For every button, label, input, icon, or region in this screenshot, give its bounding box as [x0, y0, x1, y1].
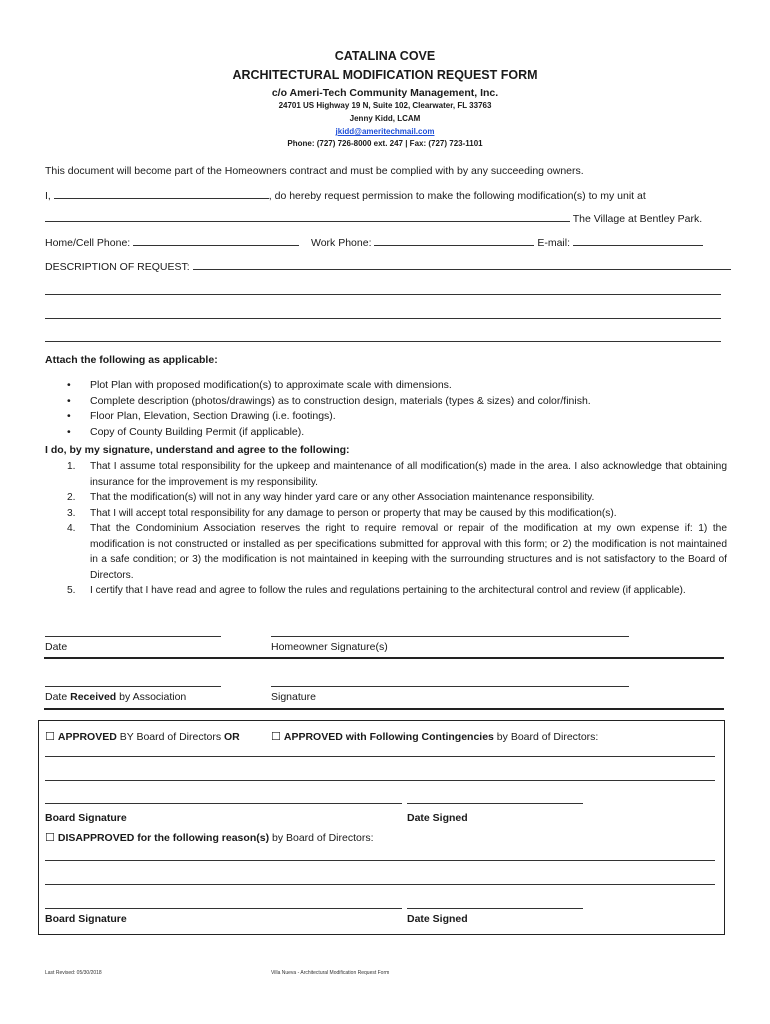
- approved-option[interactable]: ☐ APPROVED BY Board of Directors OR: [45, 731, 240, 743]
- request-line-1: [45, 189, 646, 202]
- bullet-icon: •: [67, 379, 71, 391]
- bullet-icon: •: [67, 394, 71, 407]
- date-signed-label-2: Date Signed: [407, 913, 468, 925]
- disapproval-line-1[interactable]: [45, 860, 715, 861]
- phone-fax: Phone: (727) 726-8000 ext. 247 | Fax: (727) 723-1101: [287, 139, 483, 148]
- board-signature-field-2[interactable]: [45, 908, 402, 909]
- attach-heading: Attach the following as applicable:: [45, 354, 218, 366]
- date-field[interactable]: [45, 636, 221, 637]
- checkbox-icon[interactable]: ☐: [45, 832, 55, 844]
- email-field[interactable]: [573, 236, 703, 246]
- section-divider: [44, 708, 724, 710]
- contingencies-line-2[interactable]: [45, 780, 715, 781]
- description-label: DESCRIPTION OF REQUEST:: [45, 261, 190, 273]
- contingencies-line-1[interactable]: [45, 756, 715, 757]
- phone-line: [45, 236, 703, 249]
- bullet-icon: •: [67, 425, 71, 438]
- list-item: 5. I certify that I have read and agree to follow the rules and regulations pertaining to the architectural control and review (if applicable).: [67, 585, 686, 596]
- agree-heading: I do, by my signature, understand and agree to the following:: [45, 444, 350, 456]
- work-phone-label: Work Phone:: [310, 237, 372, 249]
- company-address: 24701 US Highway 19 N, Suite 102, Clearwater, FL 33763: [278, 101, 492, 110]
- disapproved-option[interactable]: ☐ DISAPPROVED for the following reason(s) by Board of Directors:: [45, 832, 374, 844]
- home-phone-field[interactable]: [133, 236, 299, 246]
- request-prefix: I,: [45, 190, 51, 202]
- list-item: • Plot Plan with proposed modification(s) to approximate scale with dimensions.: [45, 378, 727, 394]
- list-item: 4. That the Condominium Association reserves the right to require removal or repair of the modification at my own expense if: 1) the modification is not constructed or installed as per specifications submitted for approval with this form; or 2) the modification is not maintained in a safe condition; or 3) the modification is not maintained in keeping with the surrounding structures and is not satisfactory to the Board of Directors.: [67, 523, 727, 581]
- homeowner-signature-label: Homeowner Signature(s): [271, 641, 388, 653]
- list-item: 1. That I assume total responsibility for the upkeep and maintenance of all modification(s) made in the area. I also acknowledge that obtaining insurance for the improvement is my responsibility.: [67, 461, 727, 488]
- agree-list: [45, 459, 727, 599]
- contact-email-wrap: [0, 127, 770, 136]
- description-line-2[interactable]: [45, 294, 721, 295]
- checkbox-icon[interactable]: ☐: [45, 731, 55, 743]
- date-received-label: Date Received by Association: [45, 691, 187, 703]
- owner-name-field[interactable]: [54, 189, 269, 199]
- contact-email-link[interactable]: jkidd@ameritechmail.com: [335, 127, 435, 136]
- homeowner-signature-field[interactable]: [271, 636, 629, 637]
- list-item: • Floor Plan, Elevation, Section Drawing (i.e. footings).: [45, 409, 727, 425]
- association-signature-field[interactable]: [271, 686, 629, 687]
- date-signed-field-2[interactable]: [407, 908, 583, 909]
- management-company: c/o Ameri-Tech Community Management, Inc.: [271, 87, 499, 99]
- home-phone-label: Home/Cell Phone:: [45, 237, 131, 249]
- description-line: [45, 260, 731, 273]
- disapproval-line-2[interactable]: [45, 884, 715, 885]
- footer-doc-name: Villa Nueva - Architectural Modification Request Form: [271, 970, 390, 976]
- description-line-3[interactable]: [45, 318, 721, 319]
- footer-revised: Last Revised: 05/30/2018: [45, 970, 102, 976]
- date-signed-label: Date Signed: [407, 812, 468, 824]
- bullet-icon: •: [67, 410, 71, 422]
- date-label: Date: [45, 641, 68, 653]
- description-line-4[interactable]: [45, 341, 721, 342]
- description-field[interactable]: [193, 260, 731, 270]
- checkbox-icon[interactable]: ☐: [271, 731, 281, 743]
- approved-contingencies-option[interactable]: ☐ APPROVED with Following Contingencies by Board of Directors:: [271, 731, 599, 743]
- date-signed-field[interactable]: [407, 803, 583, 804]
- intro-text: This document will become part of the Homeowners contract and must be complied with by any succeeding owners.: [45, 165, 584, 177]
- work-phone-field[interactable]: [374, 236, 534, 246]
- form-subtitle: ARCHITECTURAL MODIFICATION REQUEST FORM: [232, 68, 538, 82]
- board-decision-box: [38, 720, 725, 935]
- village-text: The Village at Bentley Park.: [572, 213, 703, 225]
- board-signature-label-2: Board Signature: [45, 913, 127, 925]
- signature-label: Signature: [271, 691, 316, 703]
- section-divider: [44, 657, 724, 659]
- contact-name: Jenny Kidd, LCAM: [349, 114, 421, 123]
- email-label: E-mail:: [537, 237, 571, 249]
- unit-address-field[interactable]: [45, 212, 570, 222]
- board-signature-label: Board Signature: [45, 812, 127, 824]
- form-title: CATALINA COVE: [334, 49, 436, 63]
- board-signature-field[interactable]: [45, 803, 402, 804]
- date-received-field[interactable]: [45, 686, 221, 687]
- request-suffix: , do hereby request permission to make the following modification(s) to my unit at: [268, 190, 646, 202]
- list-item: • Copy of County Building Permit (if applicable).: [45, 425, 727, 441]
- list-item: 2. That the modification(s) will not in any way hinder yard care or any other Association maintenance responsibility.: [67, 492, 595, 503]
- list-item: • Complete description (photos/drawings) as to construction design, materials (types & sizes) and color/finish.: [45, 394, 727, 410]
- attach-list: [45, 378, 727, 440]
- request-line-2: [45, 212, 702, 225]
- list-item: 3. That I will accept total responsibility for any damage to person or property that may be caused by this modification(s).: [67, 507, 617, 519]
